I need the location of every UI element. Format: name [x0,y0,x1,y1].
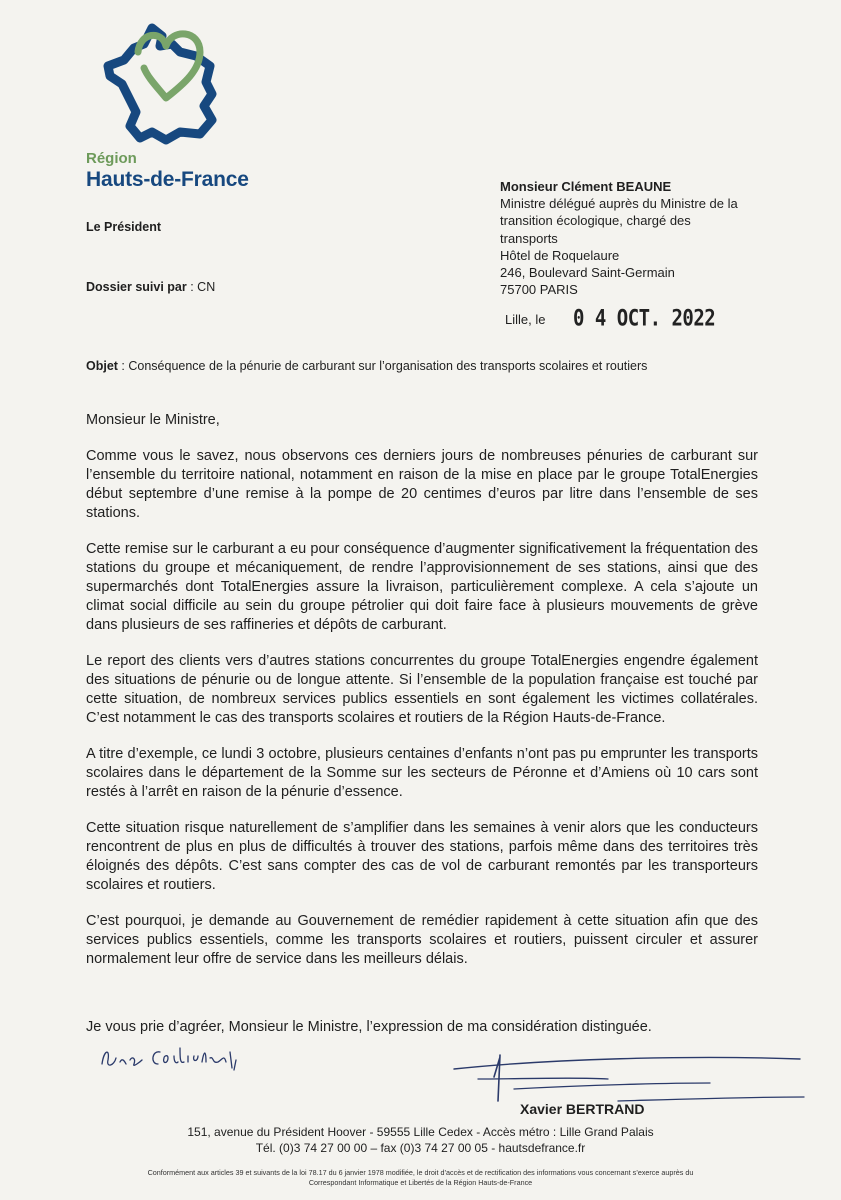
address-line: 151, avenue du Président Hoover - 59555 Lille Cedex - Accès métro : Lille Grand Palais [187,1125,654,1139]
paragraph: Le report des clients vers d’autres stations concurrentes du groupe TotalEnergies engendre également des situations de pénurie ou de longue attente. Si l’ensemble de la population française est touché par cette situation, de nombreux services publics essentiels en sont également les victimes collatérales. C’est notamment le cas des transports scolaires et routiers de la Région Hauts-de-France. [86,653,758,726]
date-place: Lille, le [505,312,546,327]
letter-body [86,447,758,986]
recipient-line: Hôtel de Roquelaure [500,247,620,263]
sender-address [0,1124,841,1156]
subject-line [86,359,766,373]
recipient-name: Monsieur Clément BEAUNE [500,179,672,194]
paragraph: Cette remise sur le carburant a eu pour conséquence d’augmenter significativement la fréquentation des stations du groupe et mécaniquement, de rendre l’approvisionnement de ses stations, ainsi que des supermarchés dont TotalEnergies assure la livraison, particulièrement complexe. A cela s’ajoute un climat social difficile au sein du groupe pétrolier qui doit faire face à plusieurs mouvements de grève dans plusieurs de ses raffineries et dépôts de carburant. [86,541,758,633]
signature-icon [448,1043,808,1109]
subject-label: Objet [86,359,118,373]
paragraph: Cette situation risque naturellement de s’amplifier dans les semaines à venir alors que les conducteurs rencontrent de plus en plus de difficultés à trouver des stations, parfois même dans des territoires très éloignés des dépôts. C’est sans compter des cas de vol de carburant remontés par les transporteurs scolaires et routiers. [86,820,758,893]
region-name: Hauts-de-France [86,168,249,191]
footer-line: Conformément aux articles 39 et suivants de la loi 78.17 du 6 janvier 1978 modifiée, le droit d’accès et de rectification des informations vous concernant s’exerce auprès du [147,1168,694,1177]
dossier-line [86,280,215,294]
signer-name: Xavier BERTRAND [520,1101,645,1117]
recipient-line: 75700 PARIS [500,282,578,298]
paragraph: Comme vous le savez, nous observons ces derniers jours de nombreuses pénuries de carburant sur l’ensemble du territoire national, notamment en raison de la mise en place par le groupe TotalEnergies début septembre d’une remise à la pompe de 20 centimes d’euros par litre dans l’ensemble de ses stations. [86,448,758,521]
dossier-label: Dossier suivi par [86,280,187,294]
recipient-line: 246, Boulevard Saint-Germain [500,265,675,281]
recipient-block [500,178,790,298]
dossier-value: : CN [190,280,216,294]
contact-line: Tél. (0)3 74 27 00 00 – fax (0)3 74 27 00 05 - hautsdefrance.fr [255,1141,586,1155]
subject-text: : Conséquence de la pénurie de carburant sur l’organisation des transports scolaires et routiers [117,359,648,373]
footer-line: Correspondant Informatique et Libertés de la Région Hauts-de-France [308,1178,533,1187]
region-logo-icon [100,22,230,150]
region-word: Région [86,150,137,167]
recipient-line: transports [500,230,558,246]
salutation: Monsieur le Ministre, [86,412,220,428]
legal-footer [40,1168,801,1188]
recipient-line: transition écologique, chargé des [500,213,691,229]
handwritten-note-icon [98,1038,258,1074]
paragraph: C’est pourquoi, je demande au Gouvernement de remédier rapidement à cette situation afin que des services publics essentiels, comme les transports scolaires et routiers, puissent circuler et assurer normalement leur offre de service dans les meilleurs délais. [86,913,758,967]
paragraph: A titre d’exemple, ce lundi 3 octobre, plusieurs centaines d’enfants n’ont pas pu emprunter les transports scolaires dans le département de la Somme sur les secteurs de Péronne et d’Amiens où 10 cars sont restés à l’arrêt en raison de la pénurie d’essence. [86,746,758,800]
recipient-line: Ministre délégué auprès du Ministre de la [500,196,738,212]
date-stamp: 0 4 OCT. 2022 [573,306,716,332]
closing-formula: Je vous prie d’agréer, Monsieur le Ministre, l’expression de ma considération distinguée. [86,1019,652,1035]
sender-title: Le Président [86,220,162,234]
